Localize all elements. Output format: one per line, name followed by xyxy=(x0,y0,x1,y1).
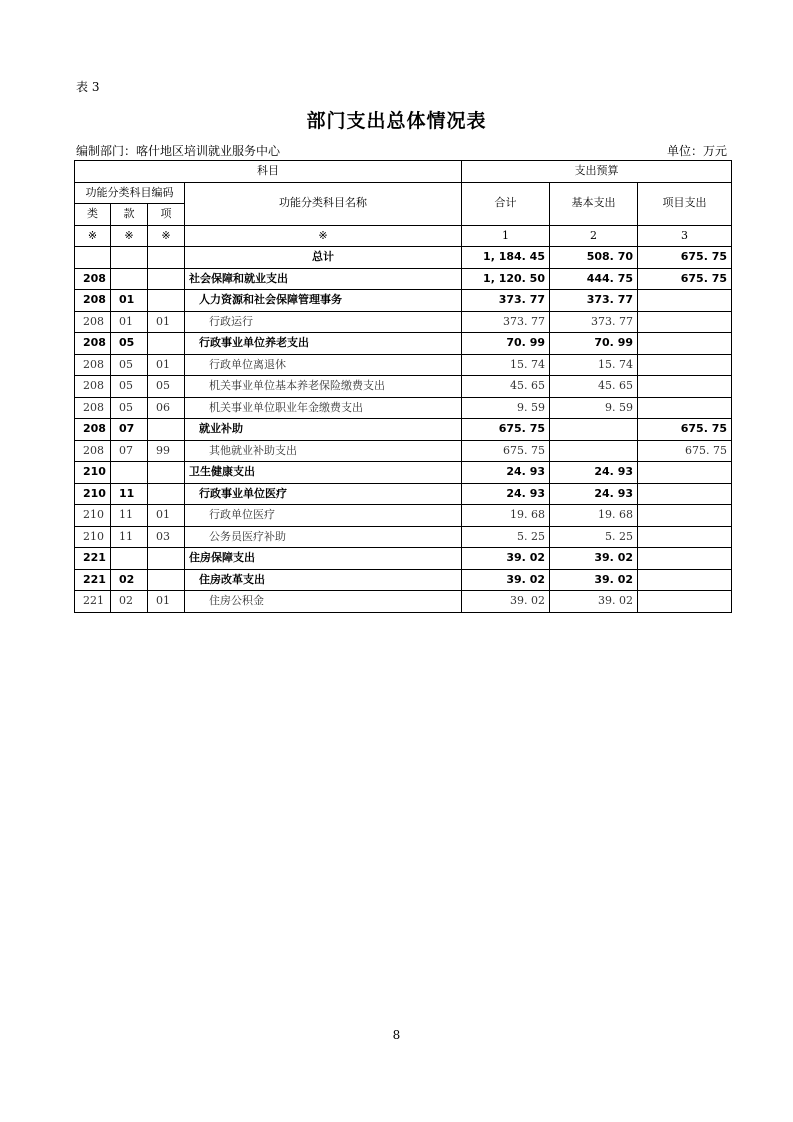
table-row xyxy=(75,354,732,376)
project-value xyxy=(638,333,732,355)
project-col-header: 项目支出 xyxy=(638,182,732,225)
project-value xyxy=(638,483,732,505)
class-code: 210 xyxy=(75,505,111,527)
section-code: 11 xyxy=(111,505,148,527)
class-header: 类 xyxy=(75,204,111,226)
section-code: 11 xyxy=(111,483,148,505)
col-index-1: 1 xyxy=(462,225,550,247)
department-label: 编制部门：喀什地区培训就业服务中心 xyxy=(76,144,281,158)
table-row xyxy=(75,311,732,333)
mark-cell: ※ xyxy=(148,225,185,247)
table-row xyxy=(75,526,732,548)
subject-name: 人力资源和社会保障管理事务 xyxy=(185,290,462,312)
section-code xyxy=(111,548,148,570)
item-code xyxy=(148,462,185,484)
table-row xyxy=(75,483,732,505)
total-value: 675. 75 xyxy=(462,419,550,441)
class-code: 208 xyxy=(75,419,111,441)
section-code: 05 xyxy=(111,376,148,398)
basic-value: 24. 93 xyxy=(550,462,638,484)
section-header: 款 xyxy=(111,204,148,226)
section-code: 07 xyxy=(111,419,148,441)
basic-value: 444. 75 xyxy=(550,268,638,290)
class-code: 208 xyxy=(75,333,111,355)
table-row xyxy=(75,333,732,355)
total-value: 675. 75 xyxy=(462,440,550,462)
project-value xyxy=(638,462,732,484)
project-value xyxy=(638,591,732,613)
basic-value: 5. 25 xyxy=(550,526,638,548)
subject-name: 就业补助 xyxy=(185,419,462,441)
section-code: 05 xyxy=(111,397,148,419)
item-code xyxy=(148,268,185,290)
total-value: 19. 68 xyxy=(462,505,550,527)
total-col-header: 合计 xyxy=(462,182,550,225)
basic-value: 19. 68 xyxy=(550,505,638,527)
total-value: 373. 77 xyxy=(462,290,550,312)
table-row xyxy=(75,548,732,570)
subject-name: 行政运行 xyxy=(185,311,462,333)
table-row xyxy=(75,440,732,462)
project-value: 675. 75 xyxy=(638,440,732,462)
item-code: 01 xyxy=(148,505,185,527)
section-code: 01 xyxy=(111,290,148,312)
total-value: 24. 93 xyxy=(462,483,550,505)
project-value xyxy=(638,290,732,312)
section-code: 01 xyxy=(111,311,148,333)
class-code: 208 xyxy=(75,311,111,333)
section-code: 05 xyxy=(111,333,148,355)
class-code: 208 xyxy=(75,397,111,419)
code-group-header: 功能分类科目编码 xyxy=(75,182,185,204)
item-code xyxy=(148,419,185,441)
class-code: 221 xyxy=(75,548,111,570)
total-label: 总计 xyxy=(185,247,462,269)
table-row xyxy=(75,397,732,419)
table-row xyxy=(75,419,732,441)
item-code xyxy=(148,333,185,355)
section-code: 05 xyxy=(111,354,148,376)
basic-value: 39. 02 xyxy=(550,569,638,591)
page-number: 8 xyxy=(392,1028,401,1042)
budget-header: 支出预算 xyxy=(462,161,732,183)
total-value: 24. 93 xyxy=(462,462,550,484)
total-value: 39. 02 xyxy=(462,548,550,570)
section-code: 02 xyxy=(111,591,148,613)
total-value: 1, 120. 50 xyxy=(462,268,550,290)
total-value: 15. 74 xyxy=(462,354,550,376)
table-row xyxy=(75,591,732,613)
subject-name: 住房公积金 xyxy=(185,591,462,613)
section-code xyxy=(111,462,148,484)
subject-name: 机关事业单位基本养老保险缴费支出 xyxy=(185,376,462,398)
item-code: 06 xyxy=(148,397,185,419)
total-value: 9. 59 xyxy=(462,397,550,419)
project-value xyxy=(638,354,732,376)
col-index-3: 3 xyxy=(638,225,732,247)
total-value: 45. 65 xyxy=(462,376,550,398)
total-basic: 508. 70 xyxy=(550,247,638,269)
section-code: 07 xyxy=(111,440,148,462)
item-code: 03 xyxy=(148,526,185,548)
table-row xyxy=(75,290,732,312)
unit-label: 单位：万元 xyxy=(666,144,727,158)
total-value: 5. 25 xyxy=(462,526,550,548)
basic-value: 9. 59 xyxy=(550,397,638,419)
project-value xyxy=(638,505,732,527)
item-code: 01 xyxy=(148,311,185,333)
class-code: 221 xyxy=(75,591,111,613)
subject-name: 社会保障和就业支出 xyxy=(185,268,462,290)
basic-value: 45. 65 xyxy=(550,376,638,398)
subject-name: 卫生健康支出 xyxy=(185,462,462,484)
item-code: 05 xyxy=(148,376,185,398)
item-code xyxy=(148,569,185,591)
total-row xyxy=(75,247,732,269)
subject-name: 行政事业单位医疗 xyxy=(185,483,462,505)
subject-header: 科目 xyxy=(75,161,462,183)
project-value xyxy=(638,569,732,591)
col-index-2: 2 xyxy=(550,225,638,247)
total-project: 675. 75 xyxy=(638,247,732,269)
subject-name: 机关事业单位职业年金缴费支出 xyxy=(185,397,462,419)
subject-name: 公务员医疗补助 xyxy=(185,526,462,548)
basic-value: 373. 77 xyxy=(550,311,638,333)
table-row xyxy=(75,462,732,484)
page-title: 部门支出总体情况表 xyxy=(306,110,487,132)
subject-name: 其他就业补助支出 xyxy=(185,440,462,462)
basic-value: 70. 99 xyxy=(550,333,638,355)
item-code xyxy=(148,290,185,312)
subject-name: 行政单位医疗 xyxy=(185,505,462,527)
table-row xyxy=(75,505,732,527)
subject-name: 行政单位离退休 xyxy=(185,354,462,376)
class-code: 221 xyxy=(75,569,111,591)
basic-value: 24. 93 xyxy=(550,483,638,505)
item-code: 01 xyxy=(148,354,185,376)
expenditure-table xyxy=(74,160,732,613)
total-value: 39. 02 xyxy=(462,569,550,591)
item-header: 项 xyxy=(148,204,185,226)
class-code: 210 xyxy=(75,483,111,505)
basic-value xyxy=(550,419,638,441)
item-code: 99 xyxy=(148,440,185,462)
class-code: 208 xyxy=(75,376,111,398)
basic-value: 39. 02 xyxy=(550,591,638,613)
project-value: 675. 75 xyxy=(638,268,732,290)
project-value xyxy=(638,397,732,419)
mark-cell: ※ xyxy=(75,225,111,247)
table-row xyxy=(75,569,732,591)
class-code: 208 xyxy=(75,440,111,462)
basic-value xyxy=(550,440,638,462)
table-label: 表 3 xyxy=(76,80,100,94)
mark-cell: ※ xyxy=(111,225,148,247)
basic-value: 15. 74 xyxy=(550,354,638,376)
total-value: 70. 99 xyxy=(462,333,550,355)
item-code xyxy=(148,548,185,570)
table-row xyxy=(75,268,732,290)
class-code: 210 xyxy=(75,462,111,484)
subject-name: 行政事业单位养老支出 xyxy=(185,333,462,355)
class-code: 208 xyxy=(75,290,111,312)
table-row xyxy=(75,376,732,398)
item-code xyxy=(148,483,185,505)
basic-value: 373. 77 xyxy=(550,290,638,312)
project-value xyxy=(638,311,732,333)
class-code: 208 xyxy=(75,354,111,376)
section-code xyxy=(111,268,148,290)
project-value xyxy=(638,548,732,570)
project-value xyxy=(638,526,732,548)
basic-col-header: 基本支出 xyxy=(550,182,638,225)
section-code: 11 xyxy=(111,526,148,548)
item-code: 01 xyxy=(148,591,185,613)
project-value: 675. 75 xyxy=(638,419,732,441)
class-code: 208 xyxy=(75,268,111,290)
class-code: 210 xyxy=(75,526,111,548)
basic-value: 39. 02 xyxy=(550,548,638,570)
name-header: 功能分类科目名称 xyxy=(185,182,462,225)
project-value xyxy=(638,376,732,398)
subject-name: 住房改革支出 xyxy=(185,569,462,591)
total-value: 39. 02 xyxy=(462,591,550,613)
mark-cell: ※ xyxy=(185,225,462,247)
section-code: 02 xyxy=(111,569,148,591)
total-value: 1, 184. 45 xyxy=(462,247,550,269)
subject-name: 住房保障支出 xyxy=(185,548,462,570)
total-value: 373. 77 xyxy=(462,311,550,333)
